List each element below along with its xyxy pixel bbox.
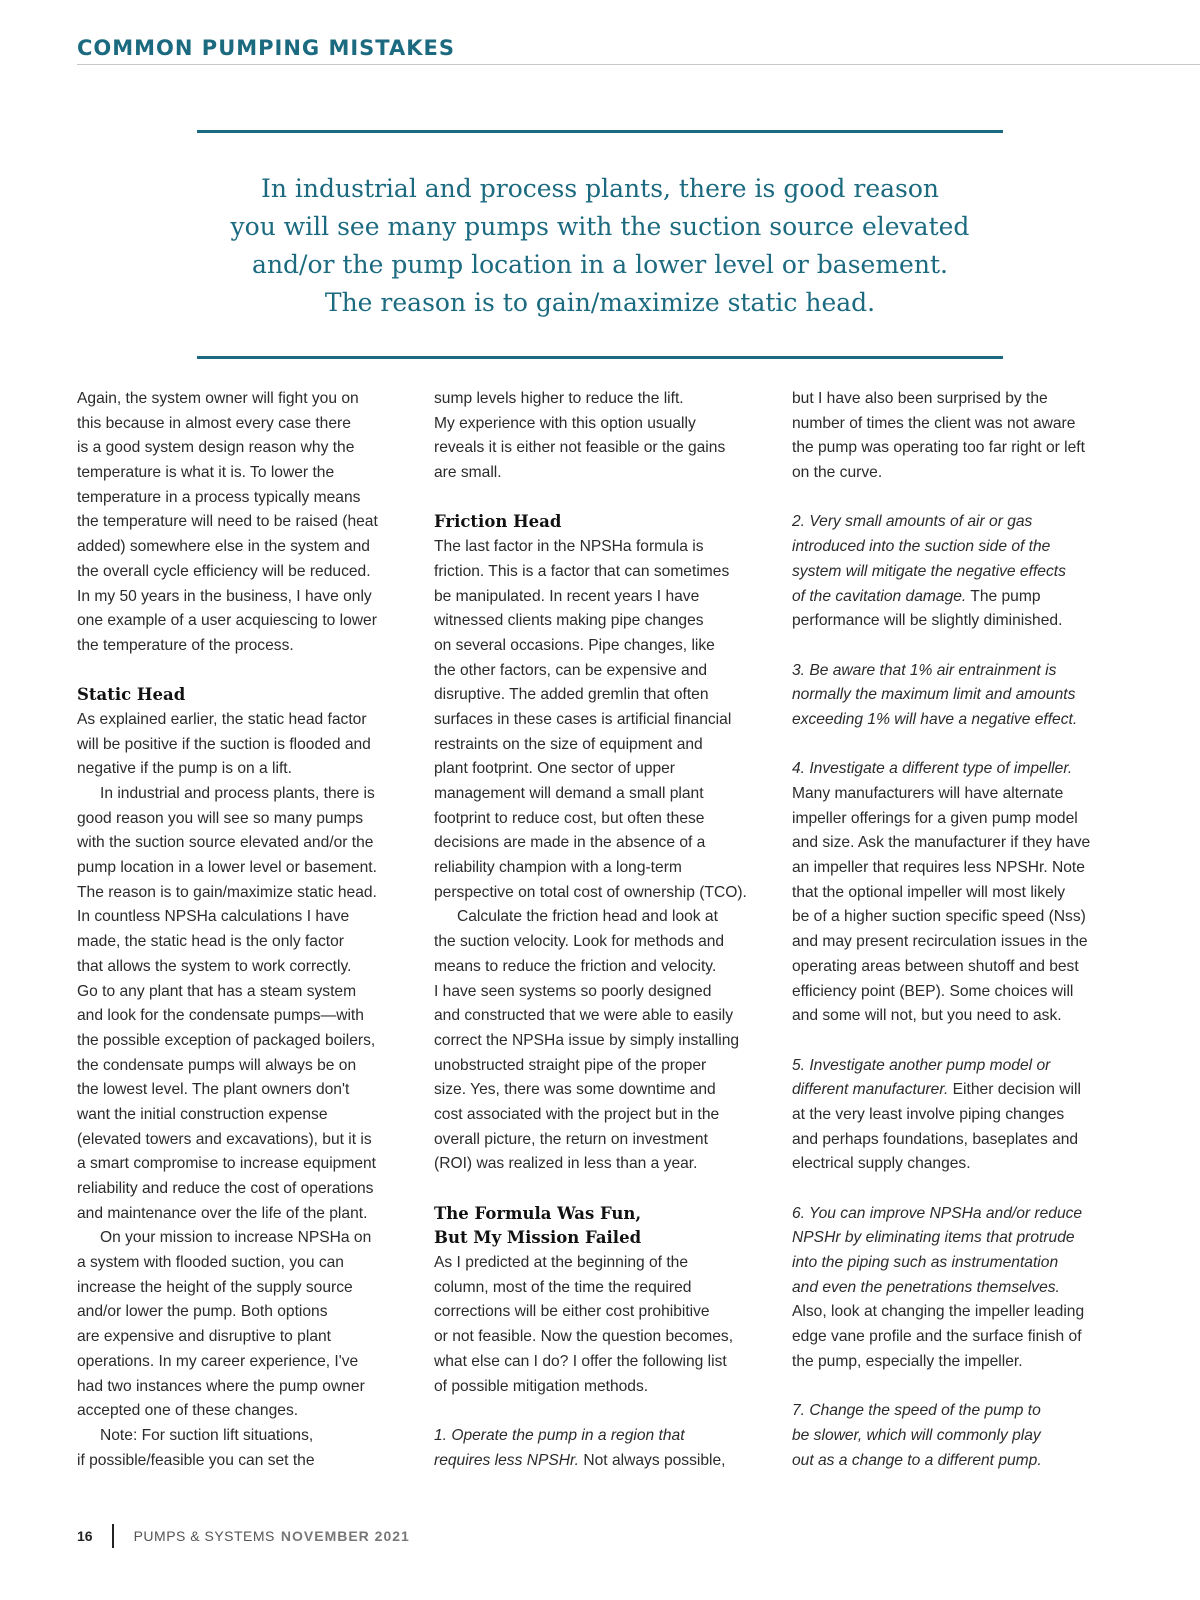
- text-line: In countless NPSHa calculations I have: [77, 908, 350, 926]
- italic-run: different manufacturer.: [792, 1081, 949, 1099]
- text-line: exceeding 1% will have a negative effect.: [792, 710, 1078, 728]
- list-item-6: [792, 1202, 1127, 1375]
- text-line: an impeller that requires less NPSHr. Note: [792, 859, 1085, 877]
- text-line: Again, the system owner will fight you on: [77, 390, 359, 407]
- text-line: column, most of the time the required: [434, 1278, 692, 1296]
- text-line: In industrial and process plants, there is: [100, 785, 375, 802]
- text-line: 6. You can improve NPSHa and/or reduce: [792, 1204, 1083, 1222]
- text-line: decisions are made in the absence of a: [434, 834, 706, 852]
- text-line: Calculate the friction head and look at: [457, 908, 718, 926]
- pullquote-top-rule: [197, 130, 1003, 133]
- text-run: Not always possible,: [579, 1451, 726, 1469]
- text-line: friction. This is a factor that can sometimes: [434, 562, 730, 580]
- text-line: that the optional impeller will most likely: [792, 883, 1066, 901]
- text-line: the temperature of the process.: [77, 636, 294, 654]
- page-footer: [77, 1523, 410, 1549]
- text-line: footprint to reduce cost, but often these: [434, 809, 705, 827]
- text-line: reliability champion with a long-term: [434, 859, 682, 877]
- text-line: pump location in a lower level or basement.: [77, 859, 377, 877]
- pullquote-line: and/or the pump location in a lower level or basement.: [252, 250, 948, 279]
- text-line: the lowest level. The plant owners don't: [77, 1081, 350, 1099]
- text-line: Many manufacturers will have alternate: [792, 785, 1064, 802]
- text-line: overall picture, the return on investment: [434, 1130, 708, 1148]
- text-line: reveals it is either not feasible or the gains: [434, 439, 726, 457]
- footer-divider: [112, 1524, 114, 1548]
- text-line: [792, 585, 1127, 610]
- italic-run: requires less NPSHr.: [434, 1451, 580, 1469]
- text-line: the pump, especially the impeller.: [792, 1352, 1023, 1370]
- text-line: into the piping such as instrumentation: [792, 1254, 1059, 1272]
- text-line: on several occasions. Pipe changes, like: [434, 636, 715, 654]
- text-line: introduced into the suction side of the: [792, 538, 1051, 556]
- column-2: [434, 387, 769, 1473]
- list-item-7: [792, 1399, 1127, 1473]
- text-line: I have seen systems so poorly designed: [434, 982, 712, 1000]
- paragraph: [434, 535, 769, 905]
- text-line: (ROI) was realized in less than a year.: [434, 1155, 698, 1173]
- text-line: temperature in a process typically means: [77, 488, 361, 506]
- list-item-5: [792, 1054, 1127, 1177]
- text-line: the other factors, can be expensive and: [434, 661, 708, 679]
- text-line: restraints on the size of equipment and: [434, 735, 703, 753]
- text-line: of possible mitigation methods.: [434, 1377, 649, 1395]
- text-line: management will demand a small plant: [434, 785, 704, 802]
- text-line: temperature is what it is. To lower the: [77, 464, 335, 482]
- text-line: 4. Investigate a different type of impeller.: [792, 760, 1073, 778]
- text-line: normally the maximum limit and amounts: [792, 686, 1076, 704]
- text-line: made, the static head is the only factor: [77, 933, 344, 951]
- text-line: are expensive and disruptive to plant: [77, 1328, 331, 1346]
- page-number: 16: [77, 1528, 93, 1544]
- text-line: In my 50 years in the business, I have only: [77, 587, 372, 605]
- text-line: perspective on total cost of ownership (TCO).: [434, 883, 747, 901]
- issue-date: NOVEMBER 2021: [280, 1528, 410, 1544]
- text-line: As explained earlier, the static head factor: [77, 710, 367, 728]
- text-line: out as a change to a different pump.: [792, 1451, 1042, 1469]
- text-line: added) somewhere else in the system and: [77, 538, 370, 556]
- text-line: accepted one of these changes.: [77, 1402, 299, 1420]
- text-line: and some will not, but you need to ask.: [792, 1007, 1062, 1025]
- text-line: or not feasible. Now the question becomes,: [434, 1328, 734, 1346]
- text-line: [434, 1449, 769, 1474]
- paragraph: [434, 1251, 769, 1399]
- paragraph: [434, 905, 769, 1177]
- list-item-1: [434, 1424, 769, 1473]
- text-line: and constructed that we were able to easily: [434, 1007, 734, 1025]
- publication-name: PUMPS & SYSTEMS: [133, 1528, 275, 1544]
- text-line: edge vane profile and the surface finish of: [792, 1328, 1082, 1346]
- text-line: the pump was operating too far right or left: [792, 439, 1085, 457]
- text-line: a system with flooded suction, you can: [77, 1254, 344, 1272]
- text-run: The pump: [966, 587, 1041, 605]
- text-line: be slower, which will commonly play: [792, 1426, 1041, 1444]
- text-line: 5. Investigate another pump model or: [792, 1056, 1051, 1074]
- text-line: witnessed clients making pipe changes: [434, 612, 704, 630]
- text-line: impeller offerings for a given pump model: [792, 809, 1078, 827]
- text-line: performance will be slightly diminished.: [792, 612, 1063, 630]
- text-line: negative if the pump is on a lift.: [77, 760, 292, 778]
- text-line: this because in almost every case there: [77, 414, 351, 432]
- list-item-3: [792, 659, 1127, 733]
- paragraph: [77, 1226, 412, 1424]
- text-line: be of a higher suction specific speed (Nss): [792, 908, 1086, 926]
- subheading-static-head: Static Head: [77, 685, 186, 705]
- text-line: 7. Change the speed of the pump to: [792, 1402, 1041, 1420]
- text-run: Either decision will: [948, 1081, 1081, 1099]
- text-line: corrections will be either cost prohibitive: [434, 1303, 710, 1321]
- text-line: 2. Very small amounts of air or gas: [792, 513, 1033, 531]
- paragraph: [77, 708, 412, 782]
- text-line: the suction velocity. Look for methods and: [434, 933, 725, 951]
- text-line: the possible exception of packaged boilers,: [77, 1031, 376, 1049]
- text-line: on the curve.: [792, 464, 883, 482]
- text-line: sump levels higher to reduce the lift.: [434, 390, 684, 407]
- text-line: good reason you will see so many pumps: [77, 809, 364, 827]
- text-line: size. Yes, there was some downtime and: [434, 1081, 716, 1099]
- paragraph: [434, 387, 769, 486]
- text-line: means to reduce the friction and velocity.: [434, 957, 717, 975]
- text-line: operations. In my career experience, I've: [77, 1352, 359, 1370]
- column-1: [77, 387, 412, 1473]
- text-line: Note: For suction lift situations,: [100, 1426, 314, 1444]
- pullquote: [197, 170, 1003, 322]
- paragraph: [77, 1424, 412, 1473]
- pullquote-line: The reason is to gain/maximize static head.: [324, 288, 876, 317]
- subheading-friction-head: Friction Head: [434, 512, 562, 532]
- text-line: disruptive. The added gremlin that often: [434, 686, 709, 704]
- text-line: but I have also been surprised by the: [792, 390, 1048, 407]
- section-header: [77, 36, 1200, 65]
- text-line: cost associated with the project but in the: [434, 1105, 720, 1123]
- text-line: [792, 1078, 1127, 1103]
- text-line: and look for the condensate pumps—with: [77, 1007, 364, 1025]
- text-line: be manipulated. In recent years I have: [434, 587, 700, 605]
- text-line: one example of a user acquiescing to lower: [77, 612, 377, 630]
- text-line: The last factor in the NPSHa formula is: [434, 538, 704, 556]
- italic-run: of the cavitation damage.: [792, 587, 967, 605]
- text-line: and/or lower the pump. Both options: [77, 1303, 328, 1321]
- text-line: and size. Ask the manufacturer if they have: [792, 834, 1091, 852]
- subheading-formula-line-2: But My Mission Failed: [434, 1228, 642, 1248]
- list-item-4: [792, 757, 1127, 1029]
- text-line: had two instances where the pump owner: [77, 1377, 365, 1395]
- text-line: and even the penetrations themselves.: [792, 1278, 1060, 1296]
- text-line: with the suction source elevated and/or the: [77, 834, 374, 852]
- text-line: system will mitigate the negative effects: [792, 562, 1066, 580]
- text-line: and may present recirculation issues in the: [792, 933, 1088, 951]
- pullquote-line: you will see many pumps with the suction source elevated: [230, 212, 970, 241]
- text-line: 3. Be aware that 1% air entrainment is: [792, 661, 1057, 679]
- text-line: the overall cycle efficiency will be reduced.: [77, 562, 371, 580]
- text-line: at the very least involve piping changes: [792, 1105, 1065, 1123]
- text-line: operating areas between shutoff and best: [792, 957, 1079, 975]
- text-line: My experience with this option usually: [434, 414, 696, 432]
- list-item-1-continued: [792, 387, 1127, 486]
- text-line: (elevated towers and excavations), but it is: [77, 1130, 372, 1148]
- text-line: the condensate pumps will always be on: [77, 1056, 357, 1074]
- column-3: [792, 387, 1127, 1473]
- text-line: As I predicted at the beginning of the: [434, 1254, 689, 1272]
- text-line: number of times the client was not aware: [792, 414, 1076, 432]
- paragraph: [77, 387, 412, 659]
- text-line: and perhaps foundations, baseplates and: [792, 1130, 1079, 1148]
- text-line: efficiency point (BEP). Some choices will: [792, 982, 1074, 1000]
- text-line: that allows the system to work correctly.: [77, 957, 352, 975]
- text-line: The reason is to gain/maximize static head.: [77, 883, 377, 901]
- text-line: a smart compromise to increase equipment: [77, 1155, 377, 1173]
- text-line: On your mission to increase NPSHa on: [100, 1229, 372, 1247]
- text-line: are small.: [434, 464, 502, 482]
- text-line: reliability and reduce the cost of operations: [77, 1180, 374, 1197]
- text-line: 1. Operate the pump in a region that: [434, 1426, 685, 1444]
- text-line: is a good system design reason why the: [77, 439, 355, 457]
- text-line: will be positive if the suction is flooded and: [77, 735, 371, 753]
- text-line: want the initial construction expense: [77, 1105, 328, 1123]
- text-line: if possible/feasible you can set the: [77, 1451, 315, 1469]
- text-line: and maintenance over the life of the plant.: [77, 1204, 368, 1222]
- text-line: electrical supply changes.: [792, 1155, 971, 1173]
- text-line: plant footprint. One sector of upper: [434, 760, 675, 778]
- text-line: increase the height of the supply source: [77, 1278, 353, 1296]
- pullquote-line: In industrial and process plants, there is good reason: [260, 174, 940, 203]
- text-line: Go to any plant that has a steam system: [77, 982, 357, 1000]
- text-line: correct the NPSHa issue by simply installing: [434, 1031, 740, 1049]
- paragraph: [77, 782, 412, 1226]
- text-line: unobstructed straight pipe of the proper: [434, 1056, 707, 1074]
- section-title: COMMON PUMPING MISTAKES: [77, 36, 455, 60]
- pullquote-bottom-rule: [197, 356, 1003, 359]
- text-line: NPSHr by eliminating items that protrude: [792, 1229, 1075, 1247]
- text-line: what else can I do? I offer the following list: [434, 1352, 727, 1370]
- text-line: surfaces in these cases is artificial financial: [434, 710, 732, 728]
- text-line: the temperature will need to be raised (heat: [77, 513, 378, 531]
- text-line: Also, look at changing the impeller leading: [792, 1303, 1085, 1321]
- subheading-formula-line-1: The Formula Was Fun,: [434, 1203, 642, 1223]
- list-item-2: [792, 510, 1127, 633]
